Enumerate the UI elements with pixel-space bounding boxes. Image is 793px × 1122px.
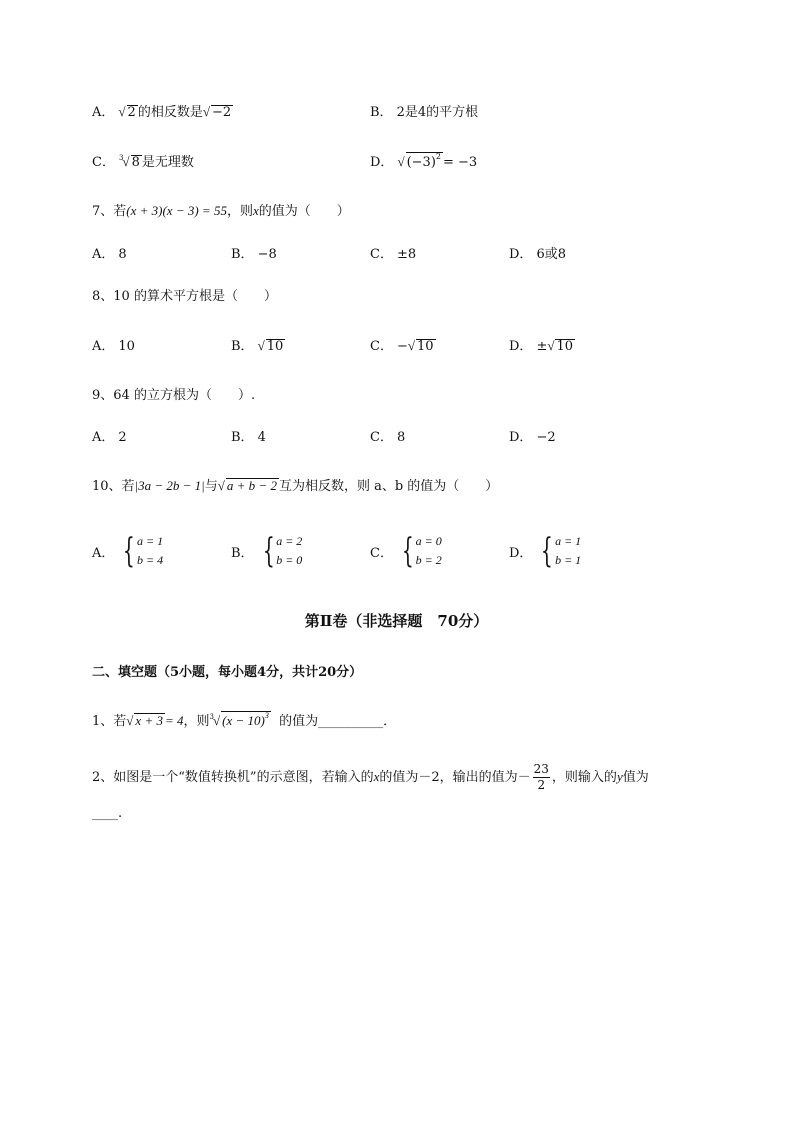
q10-option-c [370,532,442,570]
sign: ± [536,339,548,354]
q9-option-c [370,426,405,445]
option-label: C． [370,247,393,262]
q7-option-b [231,243,277,262]
stem-suffix: 互为相反数，则 a、b 的值为（ ） [278,479,499,494]
stem-text: 2、如图是一个“数值转换机”的示意图，若输入的 [92,770,374,785]
option-label: C． [370,430,393,445]
stem-prefix: 10、若 [92,479,135,494]
q9-stem: 9、64 的立方根为（ ）. [92,388,256,403]
option-text: 6或8 [536,247,566,262]
fill-question-2 [92,762,649,793]
option-text: ±8 [396,247,417,262]
system-row: a = 2 [276,534,303,548]
absolute-value: |3a − 2b − 1| [134,478,205,493]
equation-system: { a = 1 b = 4 [123,531,164,571]
option-text: 4 [257,430,266,445]
stem-text: 值为 [622,770,649,785]
radicand: −2 [211,105,232,120]
q7-option-c [370,243,416,262]
q7-option-a [92,243,127,262]
option-label: B． [231,247,254,262]
option-label: C． [370,339,393,354]
system-row: a = 0 [415,534,442,548]
equation-rhs: = 4 [164,713,184,728]
q10-option-d [509,532,581,570]
option-label: A． [92,247,115,262]
radicand: 10 [417,339,434,354]
section-heading: 二、填空题（5小题，每小题4分，共计20分） [92,665,363,680]
q9-option-b [231,426,266,445]
option-label: D． [509,545,533,561]
radicand: (x − 10) [222,713,265,728]
equation-rhs: = −3 [442,155,478,170]
radicand: 2 [127,105,136,120]
option-label: A． [92,105,115,120]
radicand: (−3) [406,155,436,170]
option-label: C． [92,155,115,170]
system-row: b = 2 [415,553,442,567]
radicand: 8 [131,155,140,170]
q8-option-a [92,335,135,354]
system-row: b = 1 [555,553,582,567]
q8-option-d: D． ±√ 10 [509,338,574,354]
option-text: 是无理数 [141,155,194,170]
stem-mid: 与 [204,479,218,494]
root-index: 3 [209,713,214,721]
variable: x [252,203,259,218]
system-row: a = 1 [555,534,582,548]
variable: x [373,769,380,784]
variable: y [616,769,623,784]
exponent: 3 [264,711,269,720]
stem-mid: ，则 [226,204,253,219]
option-label: D． [370,155,394,170]
radicand: 10 [266,339,284,354]
sign: − [396,339,408,354]
option-text: 10 [118,339,135,354]
fraction [533,762,550,793]
radicand: a + b − 2 [226,478,277,493]
equation-system: { a = 1 b = 1 [541,531,582,571]
q8-option-b: B． √ 10 [231,338,284,354]
stem-prefix: 1、若 [92,714,127,729]
option-text: 2是4的平方根 [396,105,479,120]
option-label: A． [92,430,115,445]
q6-option-d: D． √ $(-3)^2 = -3$ [370,152,478,170]
option-label: A． [92,339,115,354]
q10-option-a [92,532,163,570]
q6-option-a: A． √ 2 的相反数是√ −2 [92,104,232,120]
system-row: b = 0 [276,553,303,567]
equation-system: { a = 0 b = 2 [401,531,442,571]
q9-option-d [509,426,556,445]
stem-suffix: 的值为__________． [279,714,397,729]
q7-stem [92,200,350,219]
stem-text: 的值为－2，输出的值为－ [379,770,531,785]
option-label: D． [509,247,533,262]
option-text: 8 [396,430,406,445]
option-label: B． [370,105,393,120]
option-label: D． [509,430,533,445]
option-label: A． [92,545,115,561]
option-label: D． [509,339,533,354]
exponent: 2 [435,152,441,161]
radicand: x + 3 [135,713,163,728]
part2-title: 第Ⅱ卷（非选择题 70分） [304,612,489,630]
option-text: −2 [536,430,556,445]
option-text: 2 [118,430,127,445]
system-row: b = 4 [137,553,164,567]
option-label: B． [231,430,254,445]
q8-stem: 8、10 的算术平方根是（ ） [92,289,277,304]
q8-option-c: C． −√ 10 [370,338,434,354]
equation-system: { a = 2 b = 0 [262,531,303,571]
system-row: a = 1 [137,534,164,548]
fill-question-1: 1、若√ x + 3 = 4，则$^3$√ $(x - 10)^3$ 的值为__________． [92,711,397,729]
stem-text: ，则输入的 [551,770,617,785]
equation: (x + 3)(x − 3) = 55 [126,203,227,218]
answer-blank: ____. [92,806,123,821]
stem-prefix: 7、若 [92,204,127,219]
stem-mid: ，则 [183,714,210,729]
option-label: C． [370,545,393,561]
radicand: 10 [556,339,574,354]
q10-option-b [231,532,302,570]
option-label: B． [231,545,254,561]
root-index: 3 [118,154,124,162]
option-text: −8 [257,247,277,262]
denominator: 2 [537,778,546,792]
option-text: 的相反数是 [137,105,203,120]
q10-stem: 10、若|3a − 2b − 1|与√ a + b − 2 互为相反数，则 a、b 的值为（ ） [92,478,499,494]
q6-option-b [370,101,478,120]
stem-suffix: 的值为（ ） [258,204,350,219]
numerator: 23 [533,762,549,776]
q7-option-d [509,243,566,262]
q6-option-c: C． $^3$√ 8 是无理数 [92,154,194,170]
q9-option-a [92,426,127,445]
option-label: B． [231,339,254,354]
option-text: 8 [118,247,127,262]
